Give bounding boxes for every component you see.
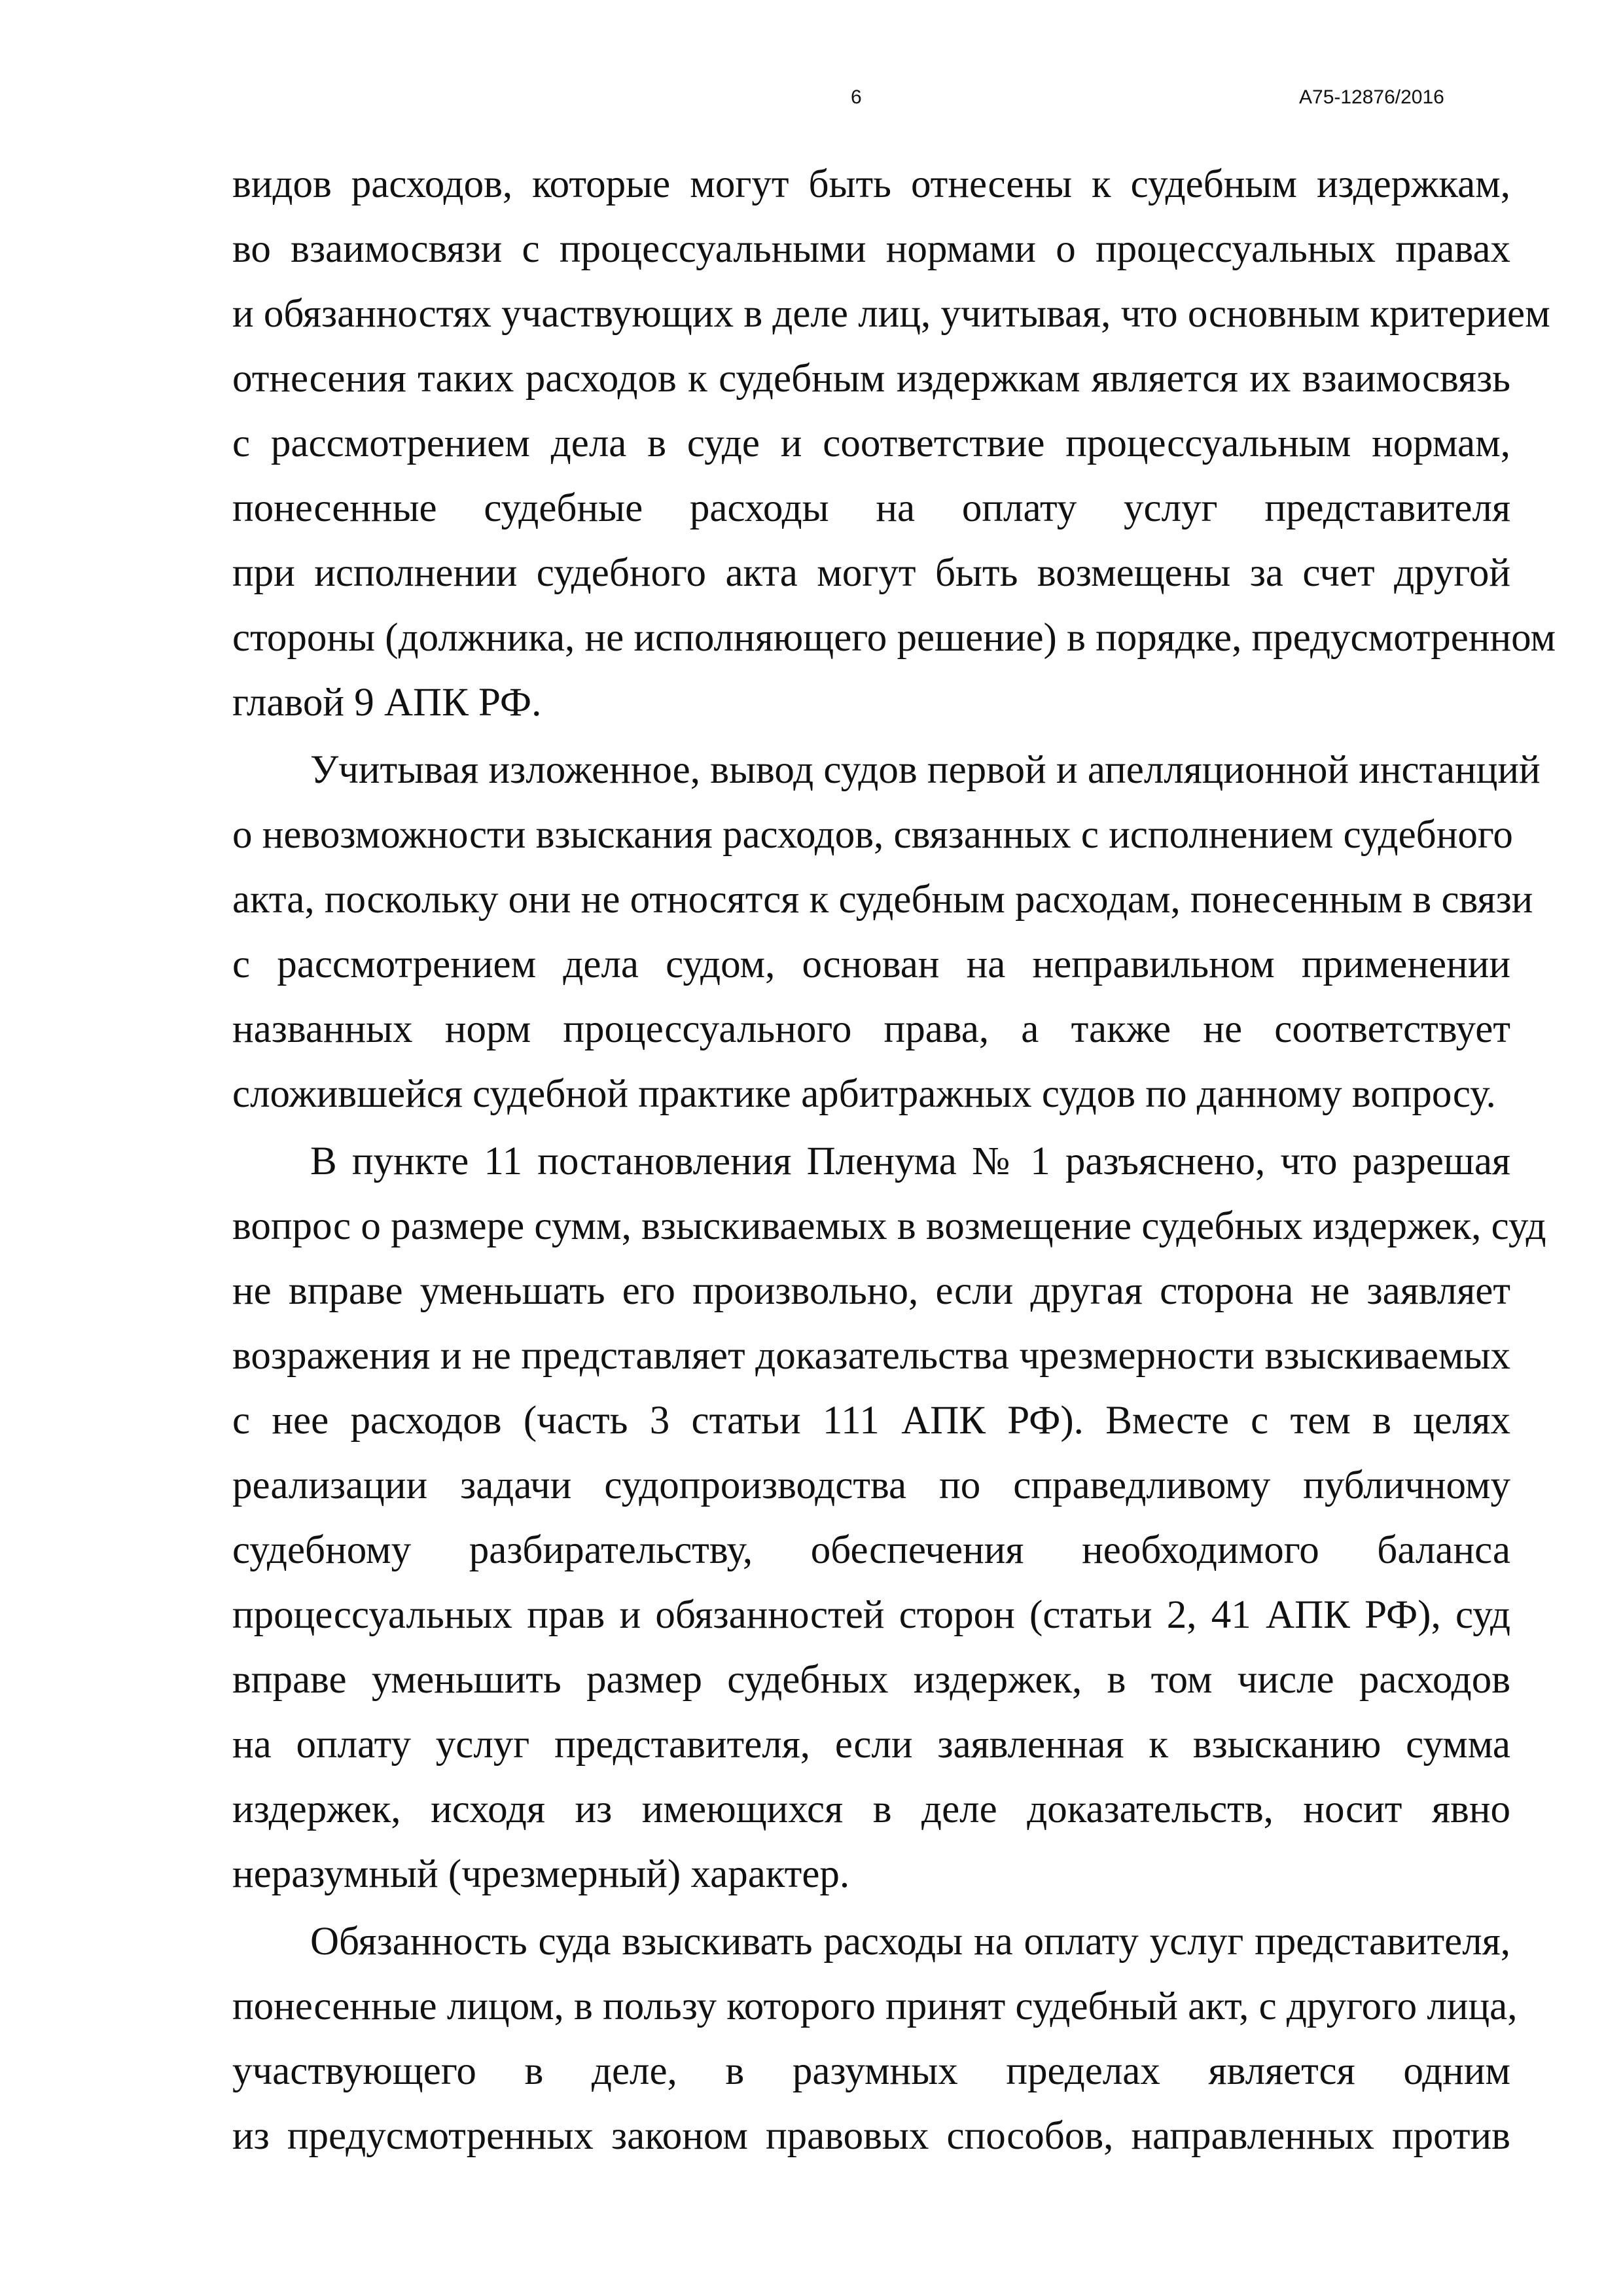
text-line: понесенные судебные расходы на оплату услуг представителя (232, 486, 1510, 530)
text-line: Обязанность суда взыскивать расходы на оплату услуг представителя, (310, 1920, 1510, 1964)
text-line: понесенные лицом, в пользу которого принят судебный акт, с другого лица, (232, 1984, 1518, 2028)
text-line: издержек, исходя из имеющихся в деле доказательств, носит явно (232, 1787, 1510, 1831)
text-line: вопрос о размере сумм, взыскиваемых в возмещение судебных издержек, суд (232, 1204, 1546, 1248)
text-line: названных норм процессуального права, а также не соответствует (232, 1007, 1510, 1051)
paragraph-3 (232, 1129, 1546, 1907)
case-number: А75-12876/2016 (1299, 86, 1444, 108)
text-line: вправе уменьшить размер судебных издержек, в том числе расходов (232, 1658, 1510, 1702)
text-line: процессуальных прав и обязанностей сторон (статьи 2, 41 АПК РФ), суд (232, 1593, 1510, 1637)
paragraph-4 (232, 1909, 1518, 2168)
paragraph-1 (232, 152, 1556, 735)
text-line: с нее расходов (часть 3 статьи 111 АПК РФ). Вместе с тем в целях (232, 1399, 1510, 1443)
page-header (0, 79, 1623, 118)
text-line: стороны (должника, не исполняющего решение) в порядке, предусмотренном (232, 616, 1556, 660)
text-line: не вправе уменьшать его произвольно, если другая сторона не заявляет (232, 1269, 1510, 1313)
text-line: с рассмотрением дела судом, основан на неправильном применении (232, 942, 1510, 986)
text-line: при исполнении судебного акта могут быть возмещены за счет другой (232, 551, 1510, 595)
text-line: судебному разбирательству, обеспечения необходимого баланса (232, 1528, 1510, 1572)
text-line: во взаимосвязи с процессуальными нормами о процессуальных правах (232, 227, 1510, 271)
text-line: о невозможности взыскания расходов, связанных с исполнением судебного (232, 813, 1513, 857)
page-number: 6 (851, 86, 862, 108)
text-line: сложившейся судебной практике арбитражных судов по данному вопросу. (232, 1072, 1496, 1116)
text-line: и обязанностях участвующих в деле лиц, учитывая, что основным критерием (232, 292, 1550, 336)
text-line: реализации задачи судопроизводства по справедливому публичному (232, 1463, 1510, 1507)
text-line: видов расходов, которые могут быть отнесены к судебным издержкам, (232, 162, 1510, 206)
text-line: главой 9 АПК РФ. (232, 681, 542, 725)
document-body (232, 152, 1556, 2168)
text-line: из предусмотренных законом правовых способов, направленных против (232, 2114, 1510, 2158)
text-line: возражения и не представляет доказательства чрезмерности взыскиваемых (232, 1334, 1510, 1378)
text-line: В пункте 11 постановления Пленума № 1 разъяснено, что разрешая (310, 1139, 1510, 1183)
paragraph-2 (232, 738, 1541, 1126)
text-line: акта, поскольку они не относятся к судебным расходам, понесенным в связи (232, 878, 1533, 922)
text-line: отнесения таких расходов к судебным издержкам является их взаимосвязь (232, 357, 1510, 401)
text-line: с рассмотрением дела в суде и соответствие процессуальным нормам, (232, 422, 1510, 465)
text-line: на оплату услуг представителя, если заявленная к взысканию сумма (232, 1723, 1510, 1767)
text-line: Учитывая изложенное, вывод судов первой и апелляционной инстанций (310, 748, 1541, 792)
text-line: неразумный (чрезмерный) характер. (232, 1852, 850, 1896)
text-line: участвующего в деле, в разумных пределах является одним (232, 2049, 1510, 2093)
